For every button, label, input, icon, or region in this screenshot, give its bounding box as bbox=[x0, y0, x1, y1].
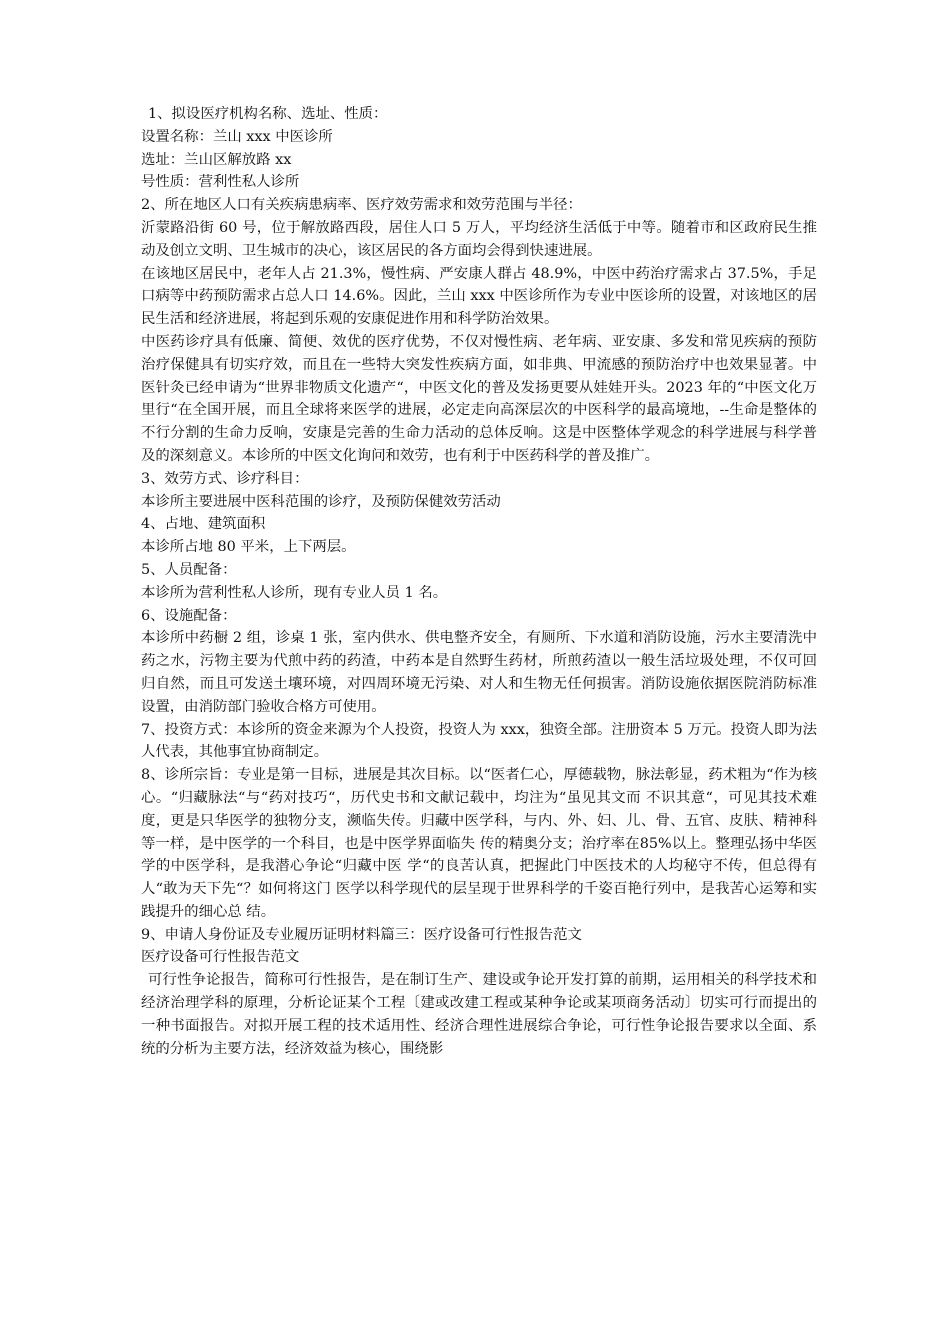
paragraph-feasibility: 可行性争论报告，简称可行性报告，是在制订生产、建设或争论开发打算的前期，运用相关的科学技术和经济治理学科的原理，分析论证某个工程〔建或改建工程或某种争论或某项商务活动〕切实可行而提出的一种书面报告。对拟开展工程的技术适用性、经济合理性进展综合争论，可行性争论报告要求以全面、系统的分析为主要方法，经济效益为核心，围绕影 bbox=[141, 972, 817, 1057]
section-heading-6: 6、设施配备： bbox=[141, 607, 237, 624]
paragraph-facilities: 本诊所中药橱 2 组，诊桌 1 张，室内供水、供电整齐安全，有厕所、下水道和消防设施，污水主要清洗中药之水，污物主要为代煎中药的药渣，中药本是自然野生药材，所煎药渣以一般生活垃圾处理，不仅可回归自然，而且可发送土壤环境，对四周环境无污染、对人和生物无任何损害。消防设施依据医院消防标准设置，由消防部门验收合格方可使用。 bbox=[141, 630, 817, 715]
paragraph-area: 本诊所占地 80 平米，上下两层。 bbox=[141, 539, 356, 556]
document-body bbox=[141, 103, 817, 1060]
paragraph-tcm-advantages: 中医药诊疗具有低廉、简便、效优的医疗优势，不仅对慢性病、老年病、亚安康、多发和常见疾病的预防治疗保健具有切实疗效，而且在一些特大突发性疾病方面，如非典、甲流感的预防治疗中也效果显著。中医针灸已经申请为“世界非物质文化遗产“，中医文化的普及发扬更要从娃娃开头。2023 年的“中医文化万里行“在全国开展，而且全球将来医学的进展，必定走向高深层次的中医科学的最高境地，--生命是整体的不行分割的生命力反响，安康是完善的生命力活动的总体反响。这是中医整体学观念的科学进展与科学普及的深刻意义。本诊所的中医文化询问和效劳，也有利于中医药科学的普及推广。 bbox=[141, 333, 817, 464]
paragraph-services: 本诊所主要进展中医科范围的诊疗，及预防保健效劳活动 bbox=[141, 493, 501, 510]
paragraph-demographics: 在该地区居民中，老年人占 21.3%，慢性病、严安康人群占 48.9%，中医中药治疗需求占 37.5%，手足口病等中药预防需求占总人口 14.6%。因此，兰山 xxx 中医诊所作为专业中医诊所的设置，对该地区的居民生活和经济进展，将起到乐观的安康促进作用和科学防治效果。 bbox=[141, 265, 817, 328]
section-heading-4: 4、占地、建筑面积 bbox=[141, 516, 266, 533]
facility-name-line: 设置名称：兰山 xxx 中医诊所 bbox=[141, 128, 333, 145]
section-heading-2: 2、所在地区人口有关疾病患病率、医疗效劳需求和效劳范围与半径： bbox=[141, 197, 582, 214]
section-heading-5: 5、人员配备： bbox=[141, 561, 237, 578]
facility-nature-line: 号性质：营利性私人诊所 bbox=[141, 174, 300, 191]
report-title: 医疗设备可行性报告范文 bbox=[141, 949, 300, 966]
facility-address-line: 选址：兰山区解放路 xx bbox=[141, 151, 292, 168]
paragraph-mission: 8、诊所宗旨：专业是第一目标，进展是其次目标。以“医者仁心，厚德载物，脉法彰显，药术粗为“作为核心。“归藏脉法“与“药对技巧“，历代史书和文献记载中，均注为“虽见其文而 不识其意“，可见其技术难度，更是只华医学的独物分支，濒临失传。归藏中医学科，与内、外、妇、儿、骨、五官、皮肤、精神科等一样，是中医学的一个科目，也是中医学界面临失 传的精奥分支；治疗率在85%以上。整理弘扬中华医学的中医学科，是我潜心争论“归藏中医 学“的良苦认真，把握此门中医技术的人均秘守不传，但总得有人“敢为天下先“？如何将这门 医学以科学现代的层呈现于世界科学的千姿百艳行列中，是我苦心运筹和实践提升的细心总 结。 bbox=[141, 767, 817, 920]
paragraph-staff: 本诊所为营利性私人诊所，现有专业人员 1 名。 bbox=[141, 584, 448, 601]
section-heading-1: 1、拟设医疗机构名称、选址、性质： bbox=[148, 106, 388, 122]
paragraph-investment: 7、投资方式：本诊所的资金来源为个人投资，投资人为 xxx，独资全部。注册资本 5 万元。投资人即为法人代表，其他事宜协商制定。 bbox=[141, 721, 817, 761]
paragraph-location: 沂蒙路沿街 60 号，位于解放路西段，居住人口 5 万人，平均经济生活低于中等。随着市和区政府民生推动及创立文明、卫生城市的决心，该区居民的各方面均会得到快速进展。 bbox=[141, 219, 817, 259]
section-heading-3: 3、效劳方式、诊疗科目： bbox=[141, 470, 309, 487]
section-heading-9: 9、申请人身份证及专业履历证明材料篇三：医疗设备可行性报告范文 bbox=[141, 926, 582, 943]
